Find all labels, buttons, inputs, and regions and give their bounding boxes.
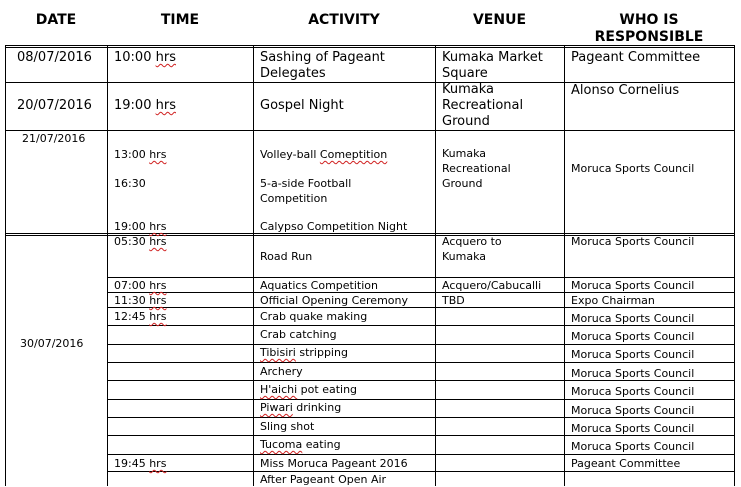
s12-who: Pageant Committee <box>571 457 681 470</box>
row3-date: 21/07/2016 <box>22 132 86 145</box>
row3-time1: 13:00 hrs <box>114 148 167 161</box>
row-divider <box>107 471 735 472</box>
row2-activity: Gospel Night <box>260 98 344 113</box>
row1-activity-line2: Delegates <box>260 66 326 81</box>
row-divider <box>107 362 735 363</box>
row1-venue-line1: Kumaka Market <box>442 50 543 65</box>
header-who-line1: WHO IS <box>619 12 679 28</box>
s1-activity: Road Run <box>260 250 313 263</box>
s3-who: Expo Chairman <box>571 294 655 307</box>
row4-date: 30/07/2016 <box>20 337 84 350</box>
s8-activity: H'aichi pot eating <box>260 383 358 396</box>
col-divider <box>734 45 735 486</box>
s3-activity: Official Opening Ceremony <box>260 294 409 307</box>
s1-venue-line2: Kumaka <box>442 250 487 263</box>
col-divider <box>107 45 108 486</box>
row-divider <box>107 399 735 400</box>
s3-venue: TBD <box>442 294 465 307</box>
row3-activity1: Volley-ball Comeptition <box>260 148 388 161</box>
s13-activity: After Pageant Open Air <box>260 473 387 486</box>
row1-time: 10:00 hrs <box>114 50 176 65</box>
row1-venue-line2: Square <box>442 66 488 81</box>
s12-activity: Miss Moruca Pageant 2016 <box>260 457 408 470</box>
s2-who: Moruca Sports Council <box>571 279 695 292</box>
row3-venue-line3: Ground <box>442 177 483 190</box>
col-divider <box>564 45 565 486</box>
s1-who: Moruca Sports Council <box>571 235 695 248</box>
header-who-line2: RESPONSIBLE <box>594 29 704 45</box>
row2-venue-line2: Recreational <box>442 98 524 113</box>
row3-activity3: Calypso Competition Night <box>260 220 408 233</box>
row3-who: Moruca Sports Council <box>571 162 695 175</box>
s6-who: Moruca Sports Council <box>571 348 695 361</box>
s1-venue-line1: Acquero to <box>442 235 502 248</box>
header-time: TIME <box>160 12 200 28</box>
s10-activity: Sling shot <box>260 420 315 433</box>
s11-who: Moruca Sports Council <box>571 440 695 453</box>
s2-venue: Acquero/Cabucalli <box>442 279 542 292</box>
s7-activity: Archery <box>260 365 303 378</box>
row3-activity2-line2: Competition <box>260 192 328 205</box>
s1-time: 05:30 hrs <box>114 235 167 248</box>
col-divider <box>435 45 436 486</box>
row1-activity-line1: Sashing of Pageant <box>260 50 385 65</box>
header-activity: ACTIVITY <box>308 12 380 28</box>
s7-who: Moruca Sports Council <box>571 367 695 380</box>
s2-activity: Aquatics Competition <box>260 279 378 292</box>
s10-who: Moruca Sports Council <box>571 422 695 435</box>
s2-time: 07:00 hrs <box>114 279 167 292</box>
row3-activity2-line1: 5-a-side Football <box>260 177 352 190</box>
s11-activity: Tucoma eating <box>260 438 341 451</box>
s4-who: Moruca Sports Council <box>571 312 695 325</box>
row3-venue-line1: Kumaka <box>442 147 487 160</box>
col-divider <box>5 45 6 486</box>
row2-venue-line1: Kumaka <box>442 82 495 97</box>
row2-time: 19:00 hrs <box>114 98 176 113</box>
row-divider <box>107 454 735 455</box>
s8-who: Moruca Sports Council <box>571 385 695 398</box>
s9-activity: Piwari drinking <box>260 401 342 414</box>
s5-activity: Crab catching <box>260 328 337 341</box>
s6-activity: Tibisiri stripping <box>260 346 348 359</box>
s12-time: 19:45 hrs <box>114 457 167 470</box>
s5-who: Moruca Sports Council <box>571 330 695 343</box>
row-divider <box>5 130 735 131</box>
row2-date: 20/07/2016 <box>17 98 92 113</box>
row3-venue-line2: Recreational <box>442 162 511 175</box>
row3-time2: 16:30 <box>114 177 146 190</box>
row-divider <box>107 344 735 345</box>
row3-time3: 19:00 hrs <box>114 220 167 233</box>
row1-date: 08/07/2016 <box>17 50 92 65</box>
s4-activity: Crab quake making <box>260 310 368 323</box>
col-divider <box>253 45 254 486</box>
row-divider <box>5 47 735 48</box>
row1-who: Pageant Committee <box>571 50 701 65</box>
header-venue: VENUE <box>472 12 527 28</box>
s9-who: Moruca Sports Council <box>571 404 695 417</box>
s4-time: 12:45 hrs <box>114 310 167 323</box>
row2-who: Alonso Cornelius <box>571 83 680 98</box>
row2-venue-line3: Ground <box>442 114 490 129</box>
header-date: DATE <box>35 12 77 28</box>
s3-time: 11:30 hrs <box>114 294 167 307</box>
